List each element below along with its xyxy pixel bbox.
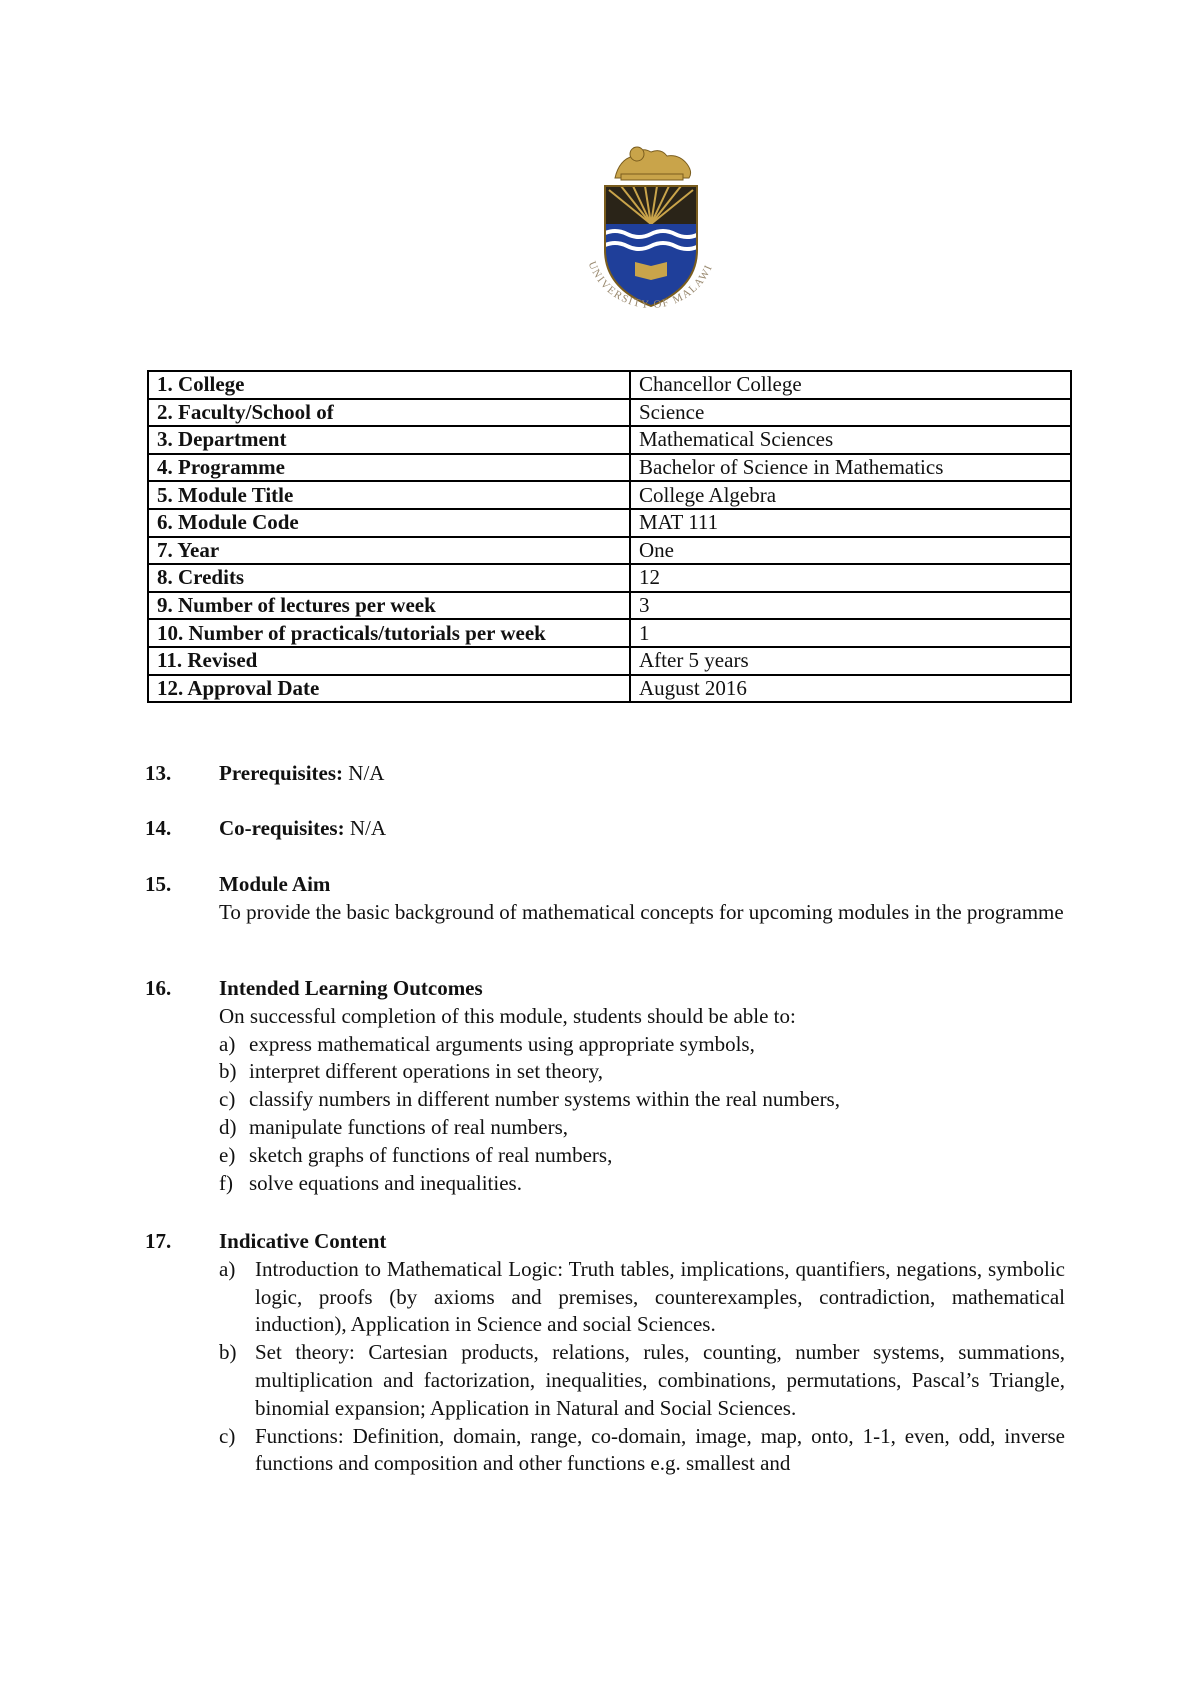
info-value: After 5 years bbox=[630, 647, 1071, 675]
indicative-content-list bbox=[219, 1256, 1065, 1478]
list-text: Introduction to Mathematical Logic: Truth tables, implications, quantifiers, negations, symbolic logic, proofs (by axioms and premises, counterexamples, contradiction, mathematical induction), Application in Science and social Sciences. bbox=[255, 1256, 1065, 1337]
info-label: 7. Year bbox=[148, 537, 630, 565]
info-value: Chancellor College bbox=[630, 371, 1071, 399]
info-label: 8. Credits bbox=[148, 564, 630, 592]
indicative-content-title: Indicative Content bbox=[219, 1229, 387, 1253]
list-marker: c) bbox=[219, 1423, 236, 1448]
list-text: classify numbers in different number systems within the real numbers, bbox=[249, 1087, 840, 1112]
university-crest-logo bbox=[575, 138, 725, 328]
info-value: 1 bbox=[630, 619, 1071, 647]
info-label: 9. Number of lectures per week bbox=[148, 592, 630, 620]
section-number: 15. bbox=[145, 872, 172, 896]
info-row bbox=[148, 371, 1071, 399]
module-info-table bbox=[147, 370, 1072, 703]
info-value: 3 bbox=[630, 592, 1071, 620]
corequisites-value: N/A bbox=[344, 816, 387, 840]
info-value: August 2016 bbox=[630, 675, 1071, 703]
info-label: 6. Module Code bbox=[148, 509, 630, 537]
info-value: One bbox=[630, 537, 1071, 565]
list-text: manipulate functions of real numbers, bbox=[249, 1114, 568, 1139]
prerequisites-label: Prerequisites: bbox=[219, 761, 344, 785]
list-marker: c) bbox=[219, 1087, 236, 1112]
info-row bbox=[148, 509, 1071, 537]
section-number: 14. bbox=[145, 816, 172, 840]
info-label: 10. Number of practicals/tutorials per week bbox=[148, 619, 630, 647]
list-text: Set theory: Cartesian products, relations, rules, counting, number systems, summations, multiplication and factorization, inequalities, combinations, permutations, Pascal’s Triangle, binomial expansion; Application in Natural and Social Sciences. bbox=[255, 1340, 1065, 1420]
info-row bbox=[148, 647, 1071, 675]
list-text: interpret different operations in set theory, bbox=[249, 1059, 603, 1084]
section-number: 17. bbox=[145, 1229, 172, 1253]
prerequisites-value: N/A bbox=[343, 761, 385, 785]
content-item bbox=[219, 1339, 1065, 1422]
info-row bbox=[148, 481, 1071, 509]
info-row bbox=[148, 426, 1071, 454]
info-row bbox=[148, 537, 1071, 565]
outcome-item bbox=[219, 1170, 1065, 1198]
info-row bbox=[148, 454, 1071, 482]
list-text: express mathematical arguments using appropriate symbols, bbox=[249, 1031, 755, 1056]
content-item bbox=[219, 1423, 1065, 1479]
info-label: 3. Department bbox=[148, 426, 630, 454]
info-label: 12. Approval Date bbox=[148, 675, 630, 703]
outcome-item bbox=[219, 1086, 1065, 1114]
info-label: 4. Programme bbox=[148, 454, 630, 482]
info-label: 11. Revised bbox=[148, 647, 630, 675]
learning-outcomes-intro: On successful completion of this module, students should be able to: bbox=[219, 1003, 796, 1028]
list-marker: f) bbox=[219, 1170, 233, 1195]
info-value: Bachelor of Science in Mathematics bbox=[630, 454, 1071, 482]
list-marker: b) bbox=[219, 1059, 237, 1084]
info-label: 1. College bbox=[148, 371, 630, 399]
section-number: 16. bbox=[145, 976, 172, 1000]
info-label: 5. Module Title bbox=[148, 481, 630, 509]
list-marker: e) bbox=[219, 1142, 236, 1167]
corequisites-label: Co-requisites: bbox=[219, 816, 345, 840]
list-marker: a) bbox=[219, 1256, 236, 1281]
module-aim-title: Module Aim bbox=[219, 872, 331, 896]
outcome-item bbox=[219, 1114, 1065, 1142]
section-number: 13. bbox=[145, 761, 172, 785]
outcome-item bbox=[219, 1142, 1065, 1170]
list-text: solve equations and inequalities. bbox=[249, 1170, 522, 1195]
info-value: Mathematical Sciences bbox=[630, 426, 1071, 454]
outcome-item bbox=[219, 1031, 1065, 1059]
info-row bbox=[148, 564, 1071, 592]
content-item bbox=[219, 1256, 1065, 1339]
learning-outcomes-list bbox=[219, 1031, 1065, 1198]
module-aim-text: To provide the basic background of mathematical concepts for upcoming modules in the programme bbox=[219, 899, 1064, 924]
info-value: MAT 111 bbox=[630, 509, 1071, 537]
info-row bbox=[148, 675, 1071, 703]
list-text: Functions: Definition, domain, range, co-domain, image, map, onto, 1-1, even, odd, inverse functions and composition and other functions e.g. smallest and bbox=[255, 1423, 1065, 1476]
lion-icon bbox=[615, 147, 691, 180]
info-row bbox=[148, 592, 1071, 620]
info-value: 12 bbox=[630, 564, 1071, 592]
info-value: College Algebra bbox=[630, 481, 1071, 509]
info-row bbox=[148, 619, 1071, 647]
learning-outcomes-title: Intended Learning Outcomes bbox=[219, 976, 483, 1000]
svg-text:UNIVERSITY OF MALAWI: UNIVERSITY OF MALAWI bbox=[585, 259, 716, 312]
list-marker: b) bbox=[219, 1340, 237, 1365]
info-value: Science bbox=[630, 399, 1071, 427]
info-label: 2. Faculty/School of bbox=[148, 399, 630, 427]
outcome-item bbox=[219, 1058, 1065, 1086]
list-marker: a) bbox=[219, 1031, 236, 1056]
list-text: sketch graphs of functions of real numbers, bbox=[249, 1142, 613, 1167]
info-row bbox=[148, 399, 1071, 427]
list-marker: d) bbox=[219, 1114, 237, 1139]
